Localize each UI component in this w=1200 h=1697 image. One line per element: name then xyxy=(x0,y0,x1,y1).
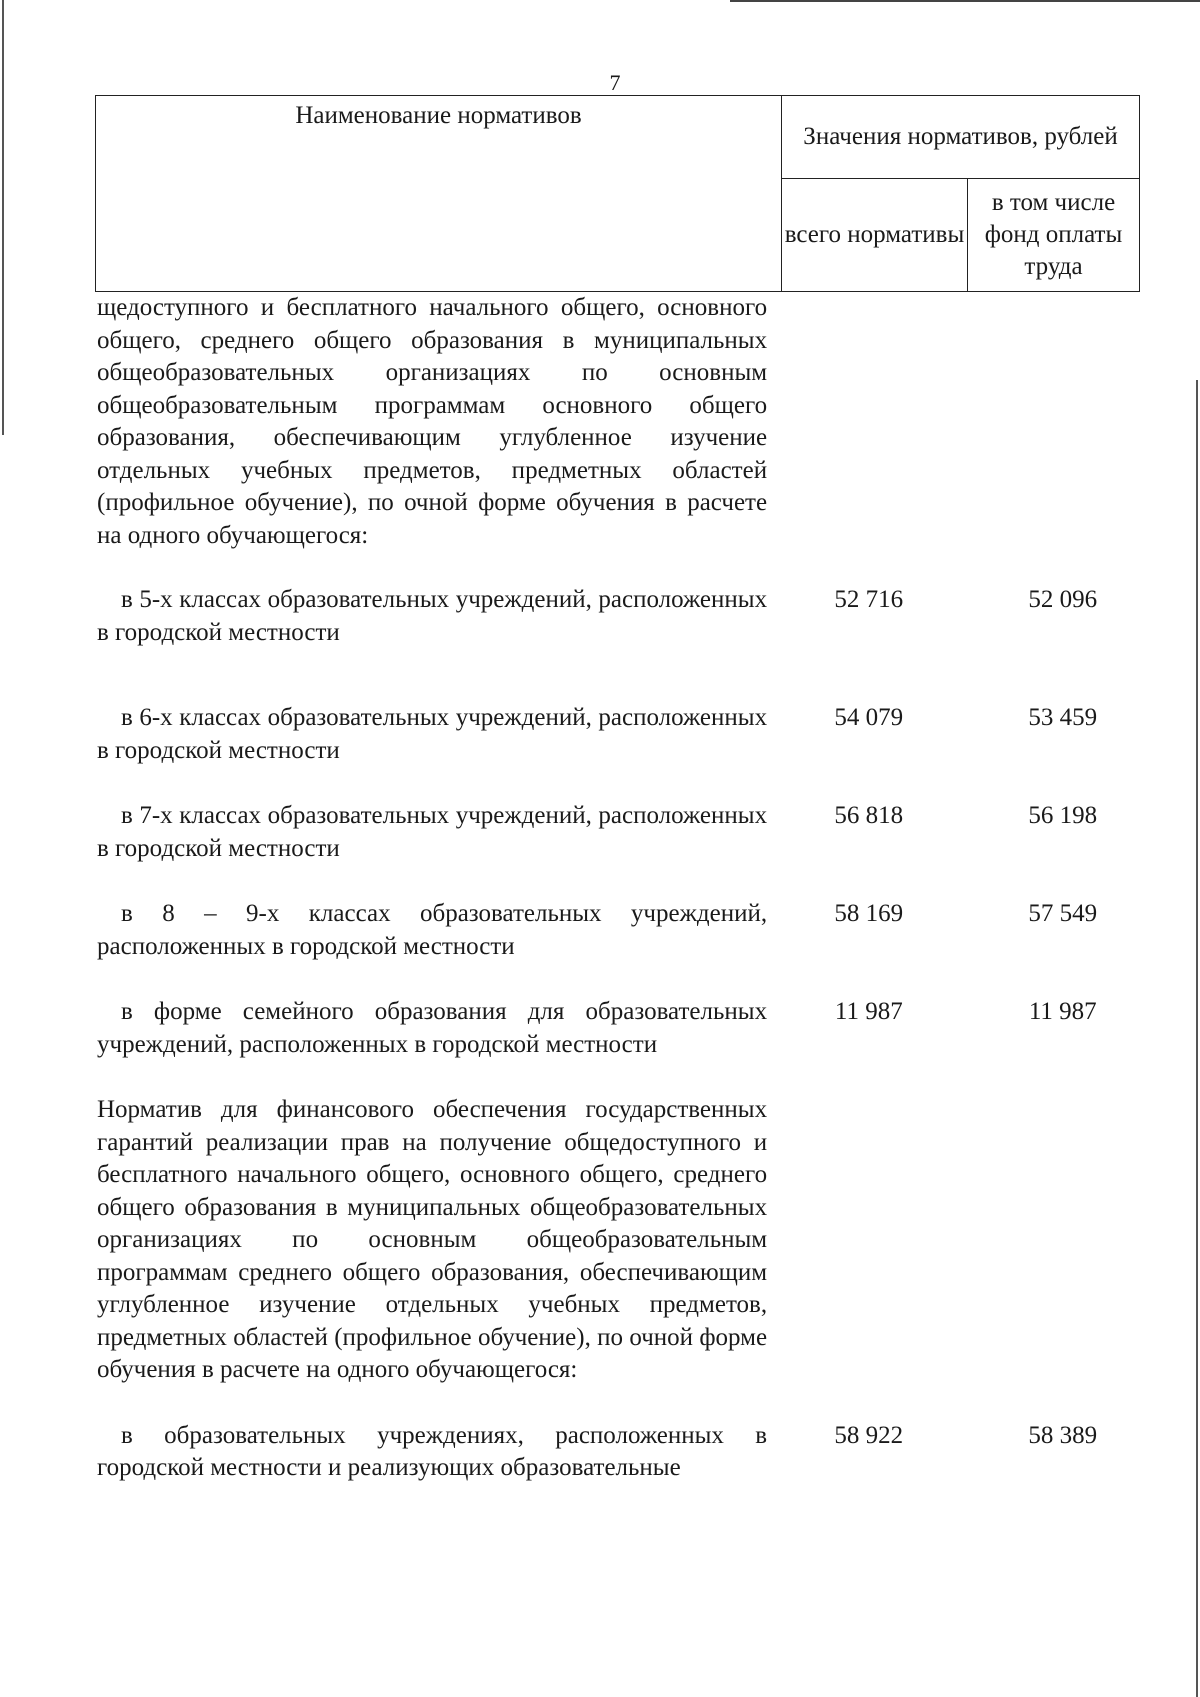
row-total-value: 11 987 xyxy=(834,998,903,1025)
table-row xyxy=(97,702,1147,767)
row-total-value: 54 079 xyxy=(834,704,904,731)
row-fund-value: 58 389 xyxy=(1028,1421,1098,1449)
row-name: в 8 – 9-х классах образовательных учреждений, расположенных в городской местности xyxy=(97,900,768,960)
row-total-value: 58 169 xyxy=(834,900,904,927)
row-fund-value: 52 096 xyxy=(1028,586,1098,613)
table-row xyxy=(97,996,1147,1061)
page-number: 7 xyxy=(609,70,621,95)
row-fund-value: 11 987 xyxy=(1028,998,1097,1025)
scan-edge-right xyxy=(1196,380,1198,1697)
row-total-value: 56 818 xyxy=(834,802,904,829)
table-row xyxy=(97,584,1147,649)
row-name: в 6-х классах образовательных учреждений, расположенных в городской местности xyxy=(97,704,768,764)
row-name: щедоступного и бесплатного начального общего, основного общего, среднего общего образования в муниципальных общеобразовательных организациях по основным общеобразовательным программам основного общего образования, обеспечивающим углубленное изучение отдельных учебных предметов, предметных областей (профильное обучение), по очной форме обучения в расчете на одного обучающегося: xyxy=(97,294,768,549)
scan-edge-left xyxy=(2,0,4,435)
table-row xyxy=(97,898,1147,963)
row-name: в образовательных учреждениях, расположенных в городской местности и реализующих образовательные xyxy=(97,1421,768,1481)
header-total-column: всего нормативы xyxy=(782,179,968,292)
table-body xyxy=(97,292,1147,1485)
row-fund-value: 57 549 xyxy=(1028,900,1098,927)
row-total-value: 58 922 xyxy=(834,1421,904,1449)
table-header xyxy=(95,95,1140,292)
row-name: в 7-х классах образовательных учреждений, расположенных в городской местности xyxy=(97,802,768,862)
row-total-value: 52 716 xyxy=(834,586,904,613)
header-values-column: Значения нормативов, рублей xyxy=(782,96,1140,179)
header-fund-column: в том числе фонд оплаты труда xyxy=(968,179,1140,292)
row-name: Норматив для финансового обеспечения государственных гарантий реализации прав на получение общедоступного и бесплатного начального общего, основного общего, среднего общего образования в муниципальных общеобразовательных организациях по основным общеобразовательным программам среднего общего образования, обеспечивающим углубленное изучение отдельных учебных предметов, предметных областей (профильное обучение), по очной форме обучения в расчете на одного обучающегося: xyxy=(97,1096,768,1383)
row-fund-value: 56 198 xyxy=(1028,802,1098,829)
row-name: в форме семейного образования для образовательных учреждений, расположенных в городской местности xyxy=(97,998,768,1058)
row-name: в 5-х классах образовательных учреждений, расположенных в городской местности xyxy=(97,586,768,646)
table-row xyxy=(97,1420,1147,1485)
header-name-column: Наименование нормативов xyxy=(96,96,782,292)
row-fund-value: 53 459 xyxy=(1028,704,1098,731)
table-row xyxy=(97,292,1147,552)
scan-edge-top xyxy=(730,0,1200,2)
table-row xyxy=(97,800,1147,865)
table-row xyxy=(97,1094,1147,1387)
